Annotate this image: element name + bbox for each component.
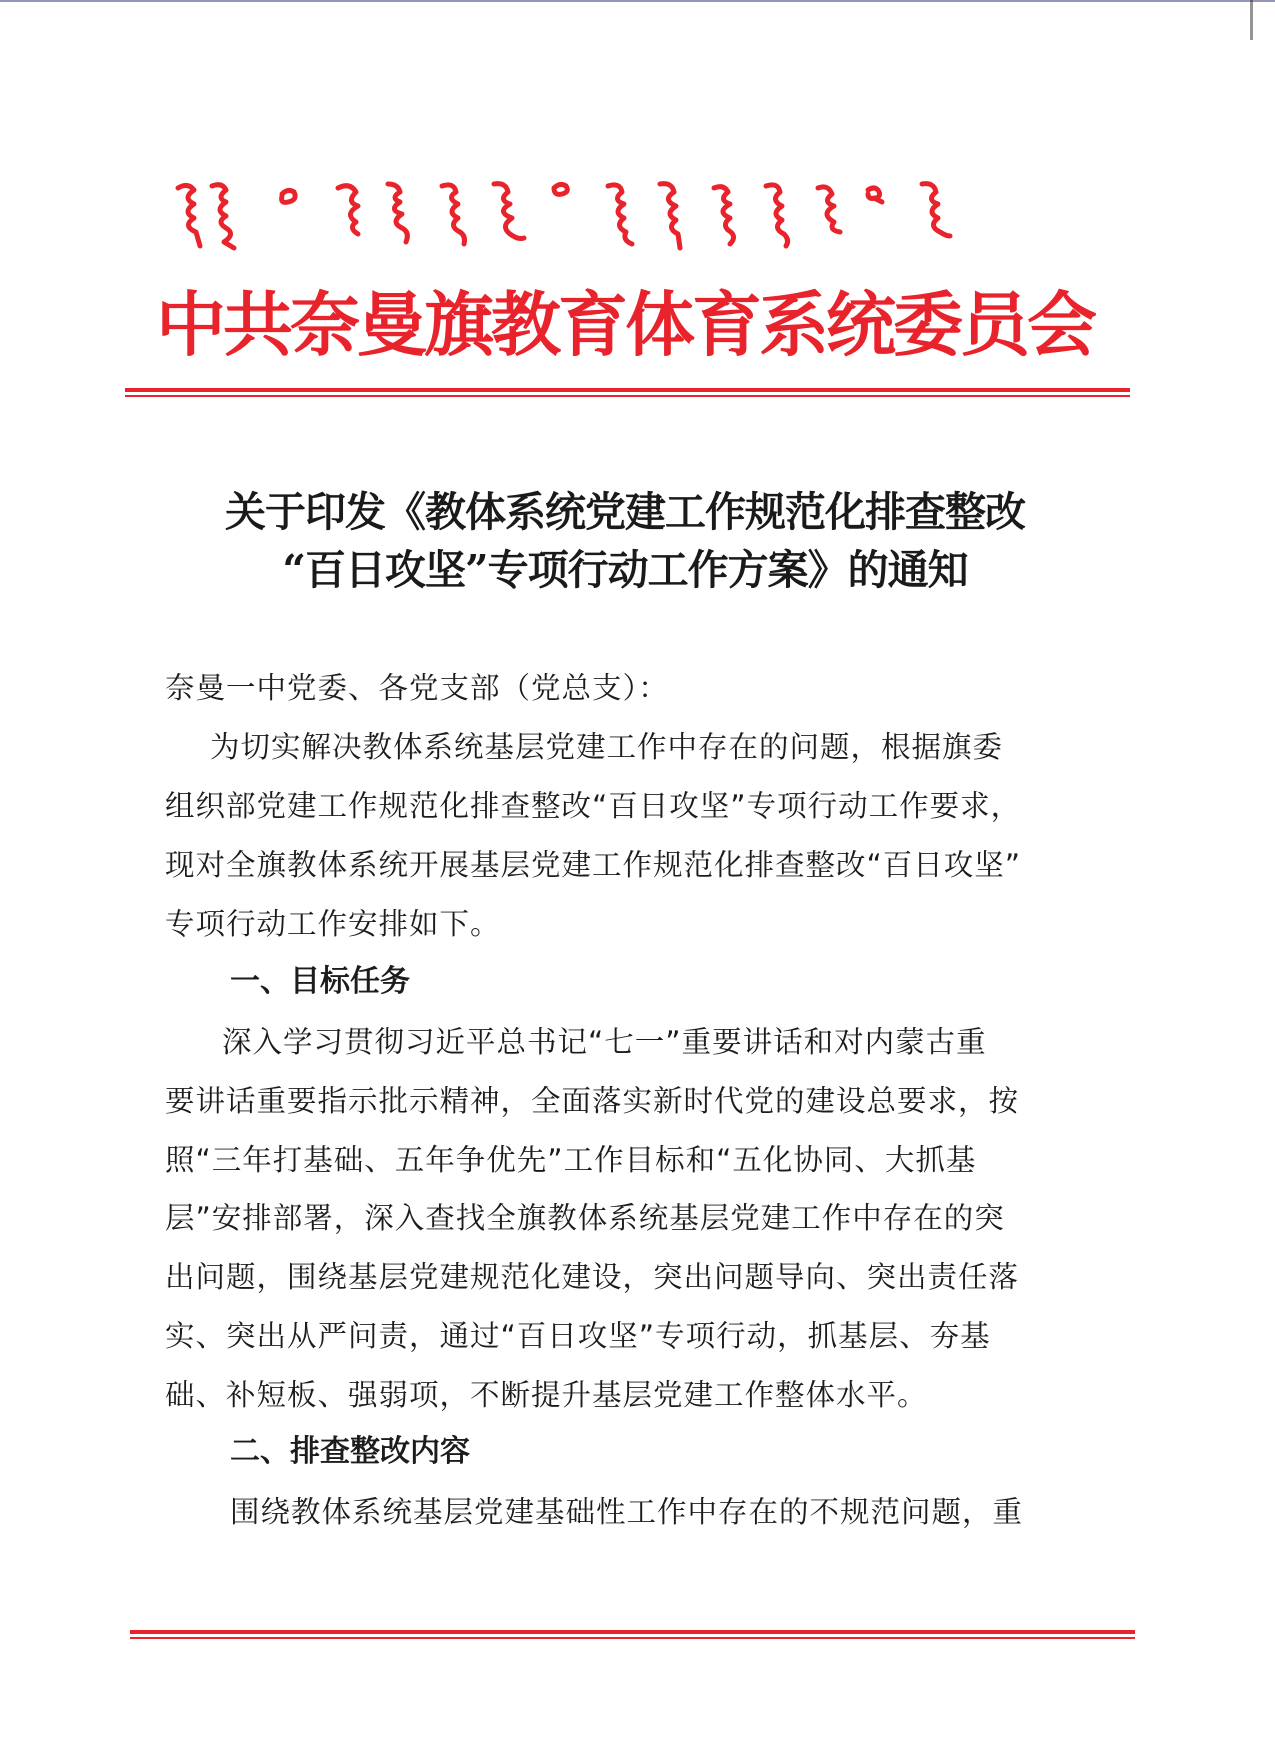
- paragraph-2-line-7: 础、补短板、强弱项，不断提升基层党建工作整体水平。: [165, 1378, 928, 1412]
- letterhead-organization-name: 中共奈曼旗教育体育系统委员会: [156, 283, 1094, 366]
- section-1-heading: 一、目标任务: [230, 964, 410, 999]
- section-2-heading: 二、排查整改内容: [230, 1434, 470, 1469]
- scan-edge-top: [0, 0, 1275, 2]
- paragraph-2-line-6: 实、突出从严问责，通过“百日攻坚”专项行动，抓基层、夯基: [165, 1319, 991, 1353]
- salutation: 奈曼一中党委、各党支部（党总支）：: [165, 671, 669, 705]
- footer-divider: [130, 1630, 1135, 1634]
- paragraph-2-line-1: 深入学习贯彻习近平总书记“七一”重要讲话和对内蒙古重: [222, 1025, 987, 1059]
- paragraph-2-line-2: 要讲话重要指示批示精神，全面落实新时代党的建设总要求，按: [165, 1084, 1020, 1118]
- paragraph-1-line-3: 现对全旗教体系统开展基层党建工作规范化排查整改“百日攻坚”: [165, 848, 1022, 882]
- letterhead-divider: [125, 388, 1130, 392]
- paragraph-1-line-2: 组织部党建工作规范化排查整改“百日攻坚”专项行动工作要求，: [165, 789, 1022, 823]
- paragraph-1-line-4: 专项行动工作安排如下。: [165, 907, 501, 941]
- paragraph-2-line-5: 出问题，围绕基层党建规范化建设，突出问题导向、突出责任落: [165, 1260, 1020, 1294]
- paragraph-2-line-4: 层”安排部署，深入查找全旗教体系统基层党建工作中存在的突: [165, 1201, 1005, 1235]
- document-title-line-1: 关于印发《教体系统党建工作规范化排查整改: [225, 488, 1025, 536]
- document-title-line-2: “百日攻坚”专项行动工作方案》的通知: [282, 546, 968, 594]
- paragraph-2-line-3: 照“三年打基础、五年争优先”工作目标和“五化协同、大抓基: [165, 1143, 977, 1177]
- footer-divider-thin: [130, 1637, 1135, 1639]
- scan-edge-right: [1250, 0, 1253, 40]
- mongolian-organization-name: [170, 180, 1090, 270]
- paragraph-1-line-1: 为切实解决教体系统基层党建工作中存在的问题，根据旗委: [210, 730, 1004, 764]
- paragraph-3-line-1: 围绕教体系统基层党建基础性工作中存在的不规范问题，重: [230, 1495, 1024, 1529]
- letterhead-divider-thin: [125, 395, 1130, 397]
